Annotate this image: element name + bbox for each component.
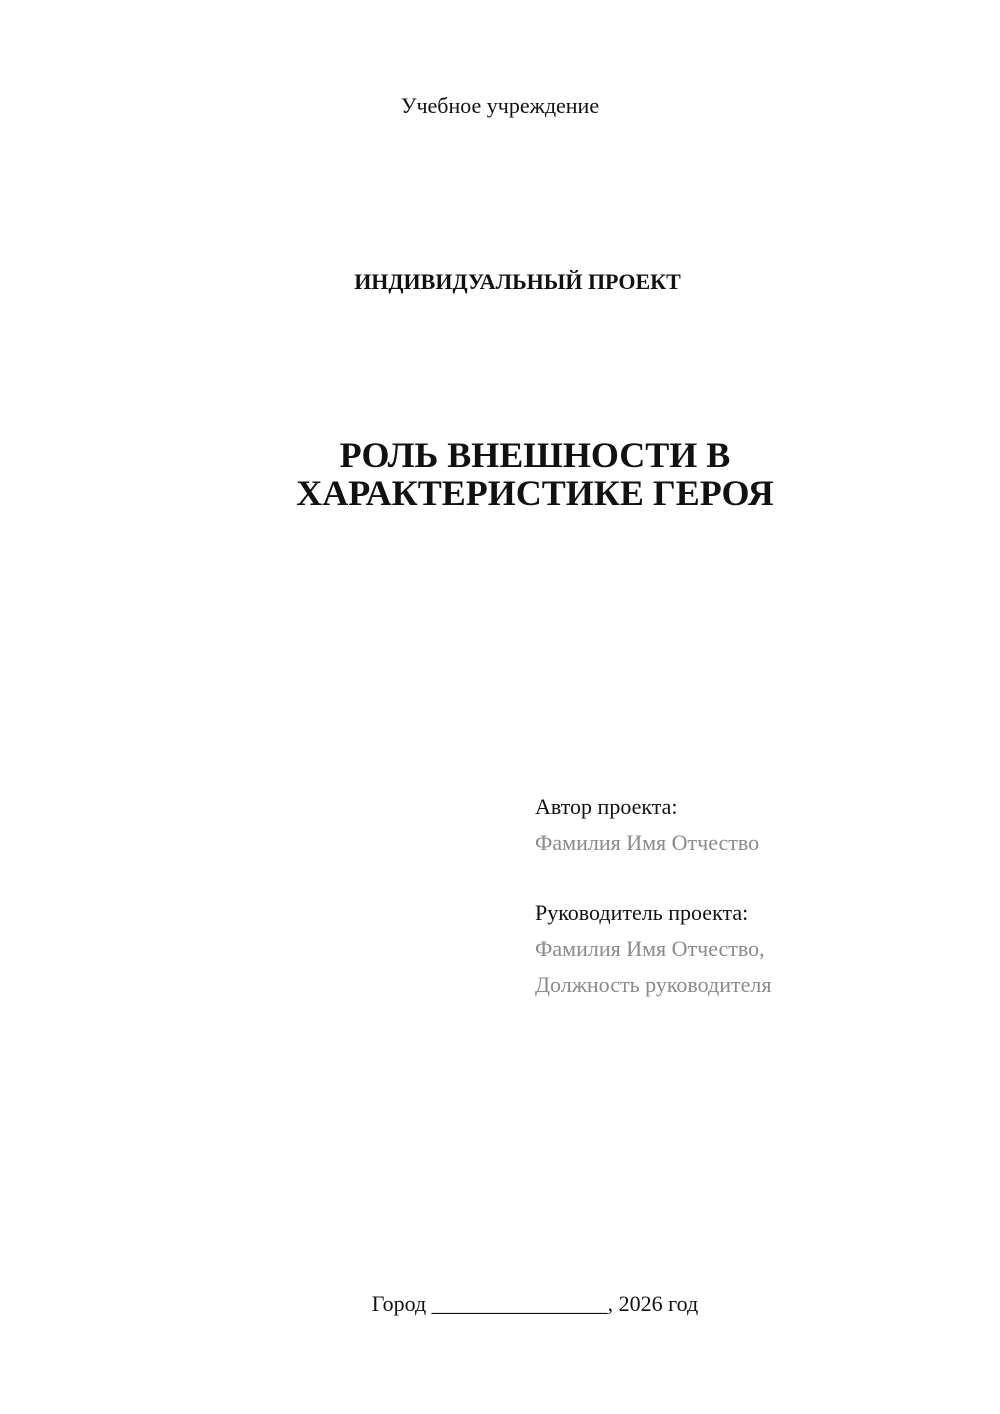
project-title — [0, 436, 1000, 512]
project-title-line-2: ХАРАКТЕРИСТИКЕ ГЕРОЯ — [296, 473, 774, 513]
institution-name: Учебное учреждение — [400, 93, 600, 118]
supervisor-position-placeholder: Должность руководителя — [535, 972, 772, 997]
supervisor-name-placeholder: Фамилия Имя Отчество, — [535, 936, 765, 961]
project-title-line-1: РОЛЬ ВНЕШНОСТИ В — [339, 435, 731, 475]
project-info-block — [535, 789, 955, 1003]
spacer — [535, 861, 955, 895]
author-name-placeholder: Фамилия Имя Отчество — [535, 830, 760, 855]
city-year-footer: Город ________________, 2026 год — [371, 1291, 699, 1316]
author-label: Автор проекта: — [535, 794, 678, 819]
supervisor-label: Руководитель проекта: — [535, 900, 749, 925]
document-type: ИНДИВИДУАЛЬНЫЙ ПРОЕКТ — [354, 269, 681, 294]
